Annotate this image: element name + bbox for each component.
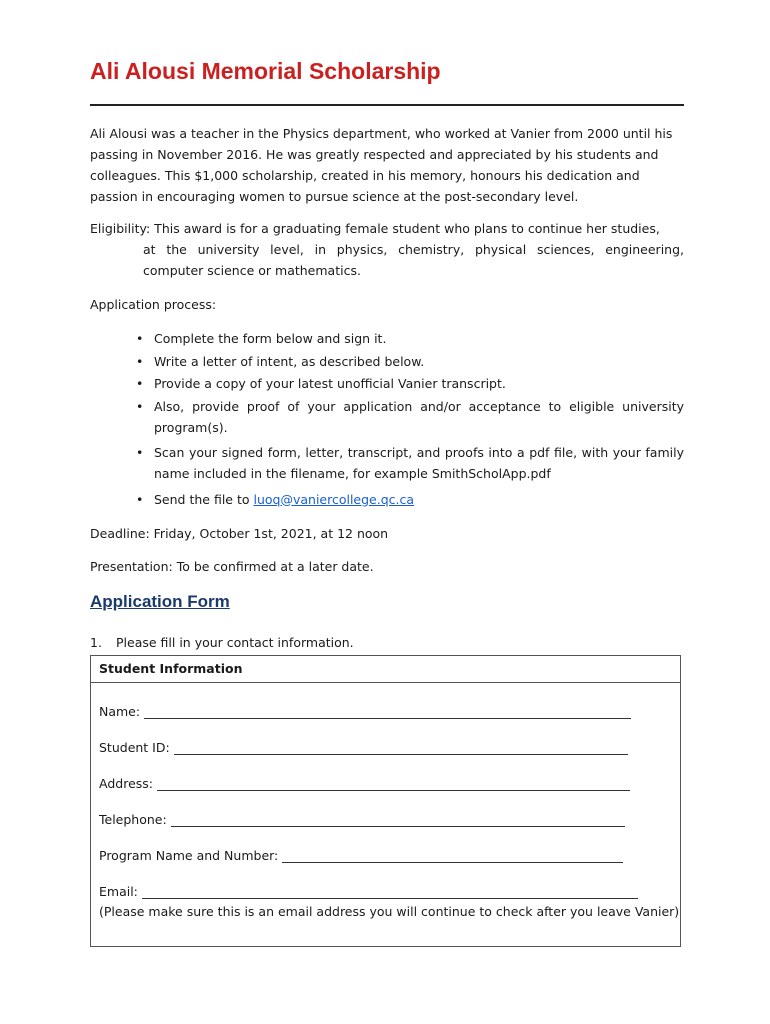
list-item: [90, 489, 684, 511]
email-field: [99, 884, 638, 899]
page-title: Ali Alousi Memorial Scholarship: [90, 58, 441, 84]
email-note: (Please make sure this is an email address you will continue to check after you leave Vanier): [99, 904, 680, 919]
bullet-icon: •: [136, 376, 144, 391]
email-label: Email:: [99, 884, 138, 899]
list-item: [90, 351, 684, 373]
step-text: Provide a copy of your latest unofficial Vanier transcript.: [154, 376, 506, 391]
student-id-label: Student ID:: [99, 740, 170, 755]
list-item: [90, 373, 684, 395]
program-field: [99, 848, 623, 863]
student-id-input-line[interactable]: [174, 740, 628, 755]
program-label: Program Name and Number:: [99, 848, 279, 863]
telephone-input-line[interactable]: [171, 812, 625, 827]
application-steps-list: [90, 328, 684, 511]
eligibility-paragraph: [90, 218, 684, 281]
eligibility-continuation: at the university level, in physics, chemistry, physical sciences, engineering, computer science or mathematics.: [143, 242, 684, 278]
step-text: Write a letter of intent, as described below.: [154, 353, 425, 369]
email-input-line[interactable]: [142, 884, 638, 899]
intro-paragraph: Ali Alousi was a teacher in the Physics department, who worked at Vanier from 2000 until his passing in November 2016. He was greatly respected and appreciated by his students and colleagues. This $1,000 scholarship, created in his memory, honours his dedication and passion in encouraging women to pursue science at the post-secondary level.: [90, 126, 673, 204]
step-text: Complete the form below and sign it.: [154, 331, 387, 346]
question-number: 1.: [90, 635, 102, 650]
presentation-text: Presentation: To be confirmed at a later date.: [90, 559, 374, 574]
telephone-label: Telephone:: [99, 812, 167, 827]
bullet-icon: •: [136, 444, 144, 460]
telephone-field: [99, 812, 625, 827]
question-1: [90, 632, 684, 653]
address-field: [99, 776, 630, 791]
form-heading: Application Form: [90, 592, 230, 611]
student-id-field: [99, 740, 628, 755]
name-label: Name:: [99, 704, 141, 719]
deadline-text: Deadline: Friday, October 1st, 2021, at 12 noon: [90, 526, 389, 541]
step-text: Also, provide proof of your application and/or acceptance to eligible university program(s).: [154, 398, 684, 435]
name-field: [99, 704, 631, 719]
student-info-box: [90, 655, 681, 947]
student-info-heading: Student Information: [91, 656, 680, 683]
address-label: Address:: [99, 776, 153, 791]
application-process-label: Application process:: [90, 297, 217, 312]
list-item: [90, 396, 684, 439]
address-input-line[interactable]: [157, 776, 630, 791]
email-link[interactable]: luoq@vaniercollege.qc.ca: [253, 491, 415, 507]
step-text: Scan your signed form, letter, transcript, and proofs into a pdf file, with your family name included in the filename, for example SmithScholApp.pdf: [154, 444, 684, 481]
bullet-icon: •: [136, 353, 144, 369]
bullet-icon: •: [136, 331, 144, 346]
eligibility-first-line: Eligibility: This award is for a graduating female student who plans to continue her studies,: [90, 221, 660, 236]
bullet-icon: •: [136, 398, 144, 414]
bullet-icon: •: [136, 491, 144, 507]
step-text: Send the file to: [154, 491, 254, 507]
list-item: [90, 328, 684, 350]
list-item: [90, 442, 684, 485]
program-input-line[interactable]: [282, 848, 623, 863]
question-text: Please fill in your contact information.: [116, 635, 354, 650]
name-input-line[interactable]: [144, 704, 631, 719]
title-divider: [90, 104, 684, 106]
